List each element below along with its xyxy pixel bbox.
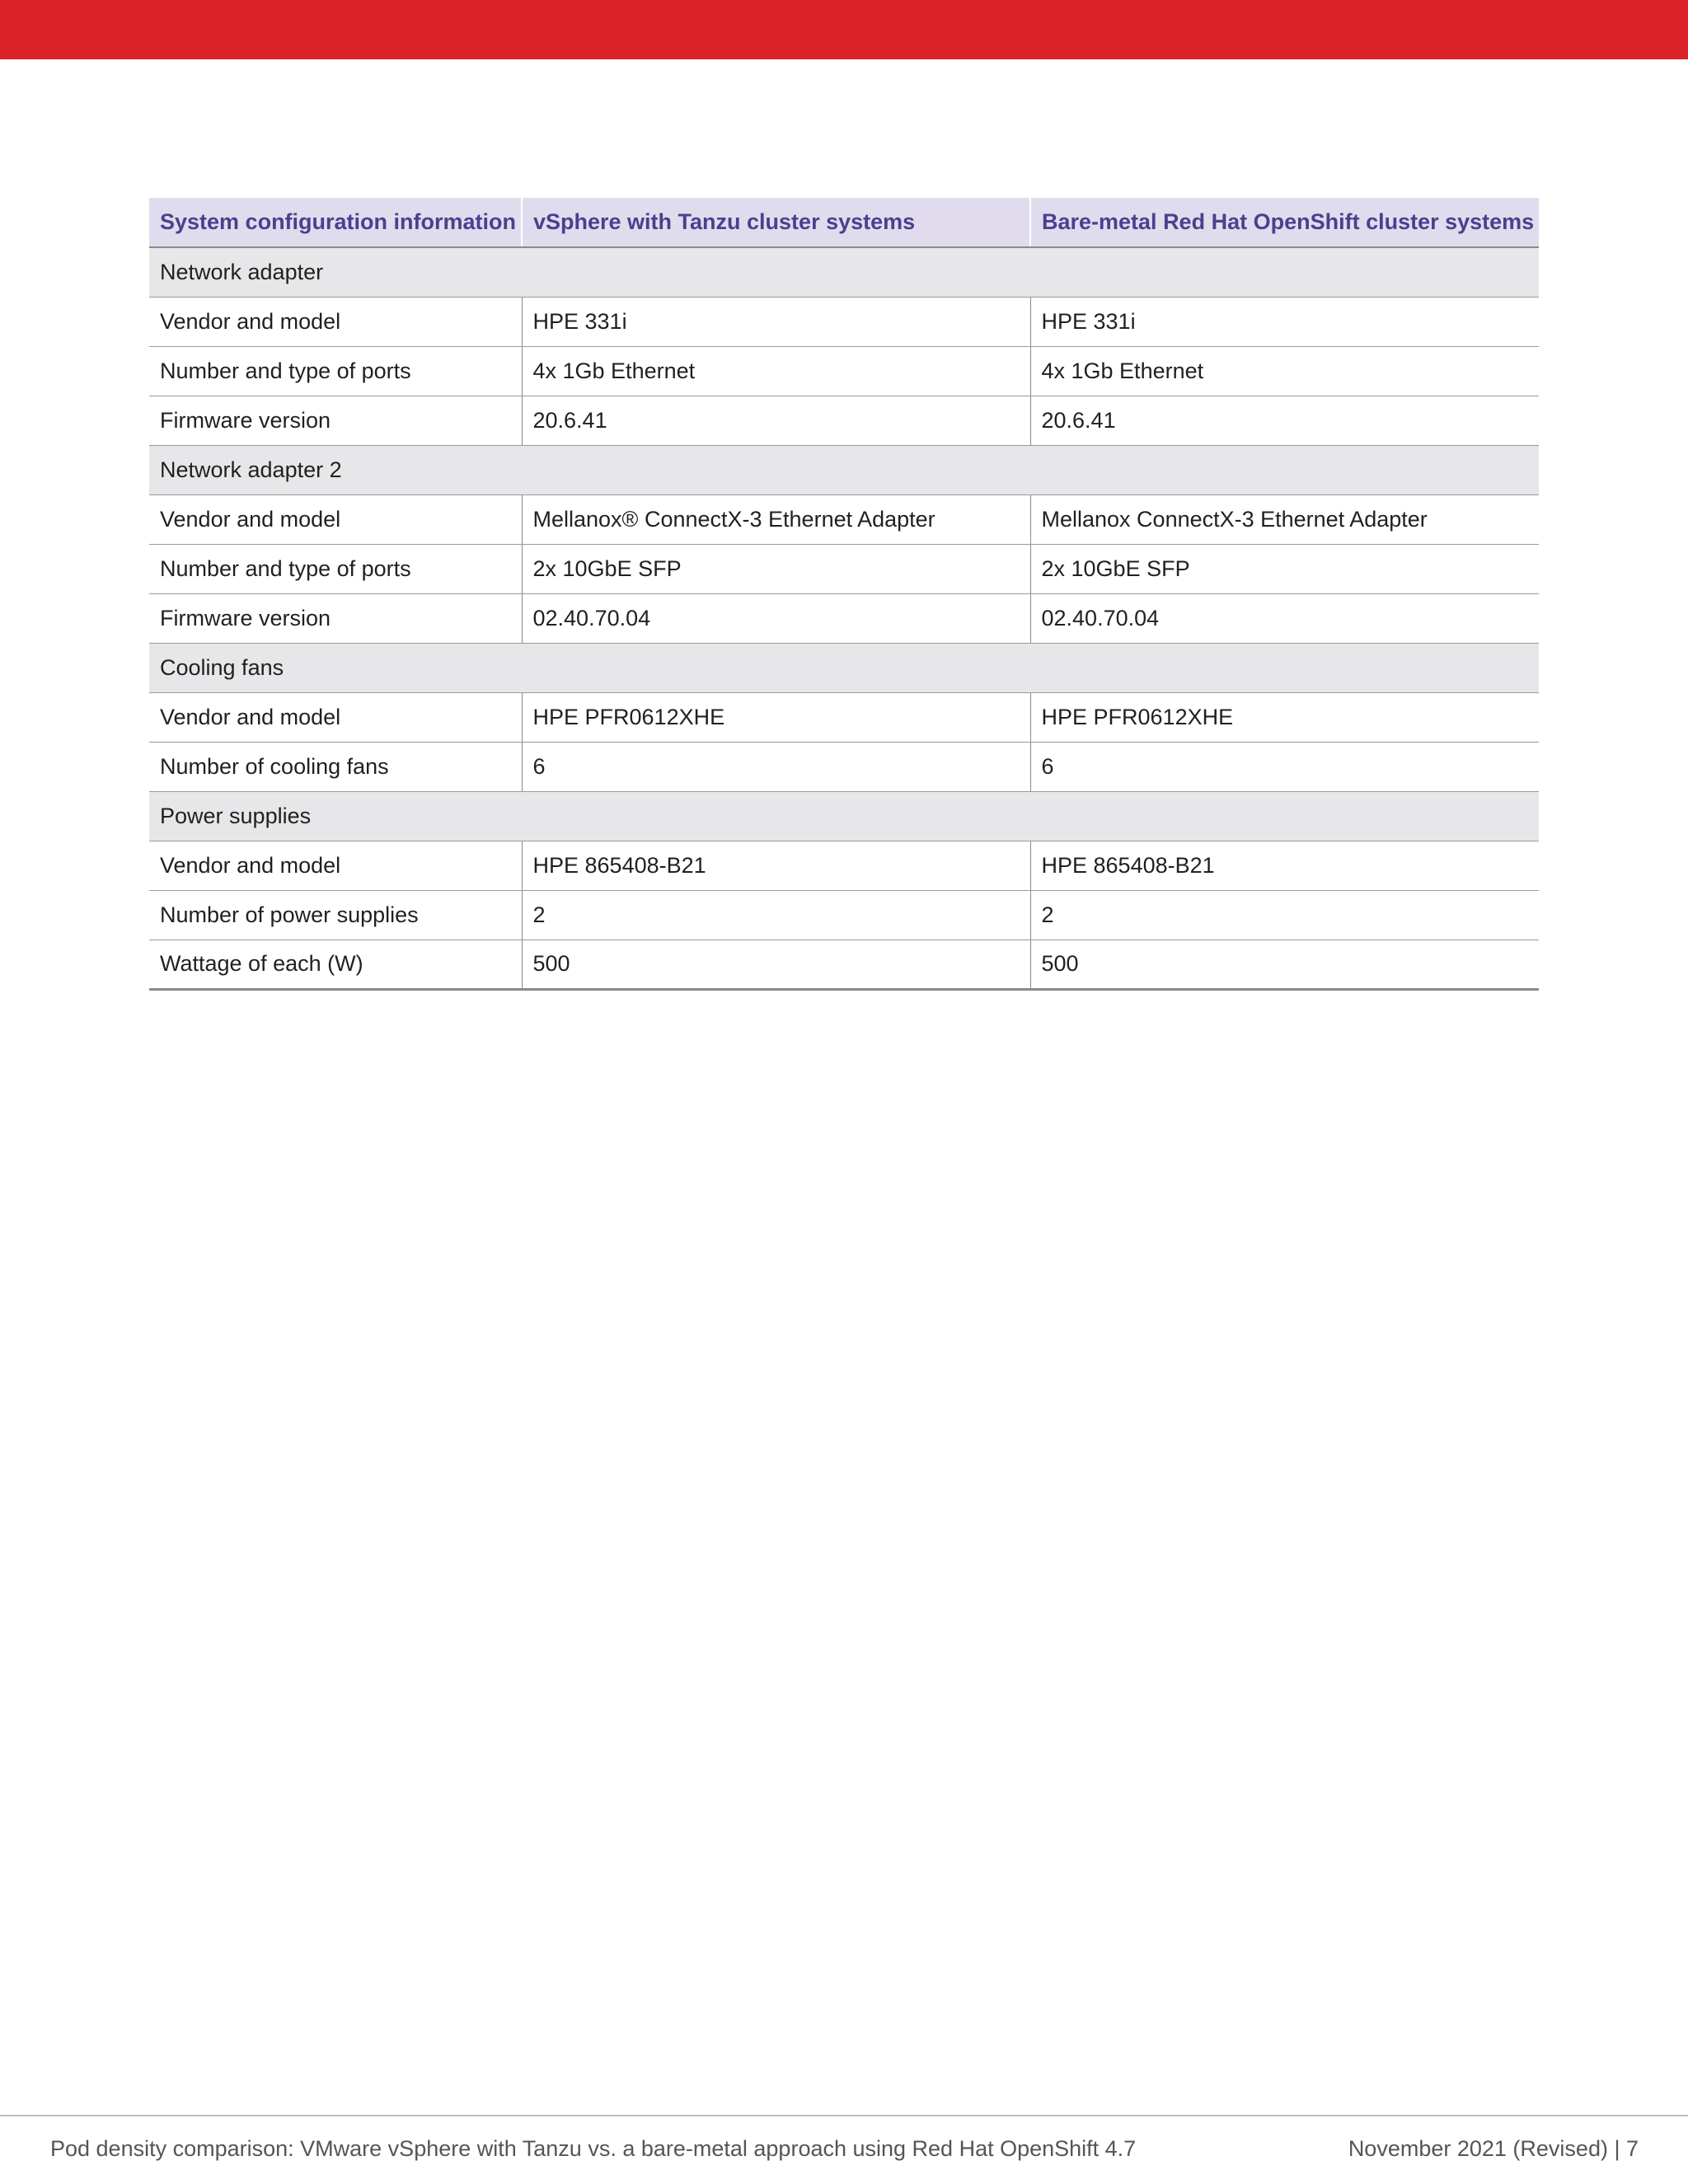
- cell-openshift: 02.40.70.04: [1030, 593, 1539, 643]
- table-row: [149, 544, 1539, 593]
- section-row-network-adapter-2: [149, 445, 1539, 494]
- table-row: [149, 297, 1539, 346]
- cell-openshift: HPE 331i: [1030, 297, 1539, 346]
- cell-vsphere: 02.40.70.04: [522, 593, 1030, 643]
- section-title: Network adapter: [149, 247, 1539, 297]
- cell-vsphere: HPE 865408-B21: [522, 841, 1030, 890]
- section-title: Network adapter 2: [149, 445, 1539, 494]
- cell-openshift: 2x 10GbE SFP: [1030, 544, 1539, 593]
- column-header-openshift: Bare-metal Red Hat OpenShift cluster systems: [1030, 198, 1539, 247]
- column-header-config: System configuration information: [149, 198, 522, 247]
- section-row-network-adapter: [149, 247, 1539, 297]
- cell-vsphere: 2: [522, 890, 1030, 940]
- cell-vsphere: 6: [522, 742, 1030, 791]
- section-row-cooling-fans: [149, 643, 1539, 692]
- cell-vsphere: HPE PFR0612XHE: [522, 692, 1030, 742]
- system-configuration-table: [149, 198, 1539, 991]
- table-row: [149, 494, 1539, 544]
- row-label: Number of cooling fans: [149, 742, 522, 791]
- table-row: [149, 346, 1539, 396]
- footer-divider: [0, 2115, 1688, 2116]
- cell-vsphere: Mellanox® ConnectX-3 Ethernet Adapter: [522, 494, 1030, 544]
- cell-openshift: Mellanox ConnectX-3 Ethernet Adapter: [1030, 494, 1539, 544]
- table-header-row: [149, 198, 1539, 247]
- row-label: Vendor and model: [149, 841, 522, 890]
- table-row: [149, 692, 1539, 742]
- footer-document-title: Pod density comparison: VMware vSphere with Tanzu vs. a bare-metal approach using Red Hat OpenShift 4.7: [50, 2136, 1137, 2161]
- row-label: Vendor and model: [149, 297, 522, 346]
- cell-openshift: HPE 865408-B21: [1030, 841, 1539, 890]
- row-label: Firmware version: [149, 593, 522, 643]
- footer-date-page-number: November 2021 (Revised) | 7: [1348, 2136, 1639, 2161]
- row-label: Number of power supplies: [149, 890, 522, 940]
- table-row: [149, 593, 1539, 643]
- table-row: [149, 890, 1539, 940]
- row-label: Number and type of ports: [149, 544, 522, 593]
- table-row: [149, 940, 1539, 989]
- cell-vsphere: 2x 10GbE SFP: [522, 544, 1030, 593]
- header-accent-bar: [0, 0, 1688, 59]
- cell-openshift: 20.6.41: [1030, 396, 1539, 445]
- cell-vsphere: 500: [522, 940, 1030, 989]
- cell-openshift: 2: [1030, 890, 1539, 940]
- cell-vsphere: 20.6.41: [522, 396, 1030, 445]
- row-label: Wattage of each (W): [149, 940, 522, 989]
- section-title: Power supplies: [149, 791, 1539, 841]
- cell-openshift: 6: [1030, 742, 1539, 791]
- section-title: Cooling fans: [149, 643, 1539, 692]
- cell-vsphere: HPE 331i: [522, 297, 1030, 346]
- row-label: Vendor and model: [149, 494, 522, 544]
- table-row: [149, 396, 1539, 445]
- row-label: Number and type of ports: [149, 346, 522, 396]
- cell-openshift: 500: [1030, 940, 1539, 989]
- row-label: Vendor and model: [149, 692, 522, 742]
- row-label: Firmware version: [149, 396, 522, 445]
- cell-openshift: 4x 1Gb Ethernet: [1030, 346, 1539, 396]
- cell-openshift: HPE PFR0612XHE: [1030, 692, 1539, 742]
- table-row: [149, 841, 1539, 890]
- section-row-power-supplies: [149, 791, 1539, 841]
- table-row: [149, 742, 1539, 791]
- column-header-vsphere: vSphere with Tanzu cluster systems: [522, 198, 1030, 247]
- cell-vsphere: 4x 1Gb Ethernet: [522, 346, 1030, 396]
